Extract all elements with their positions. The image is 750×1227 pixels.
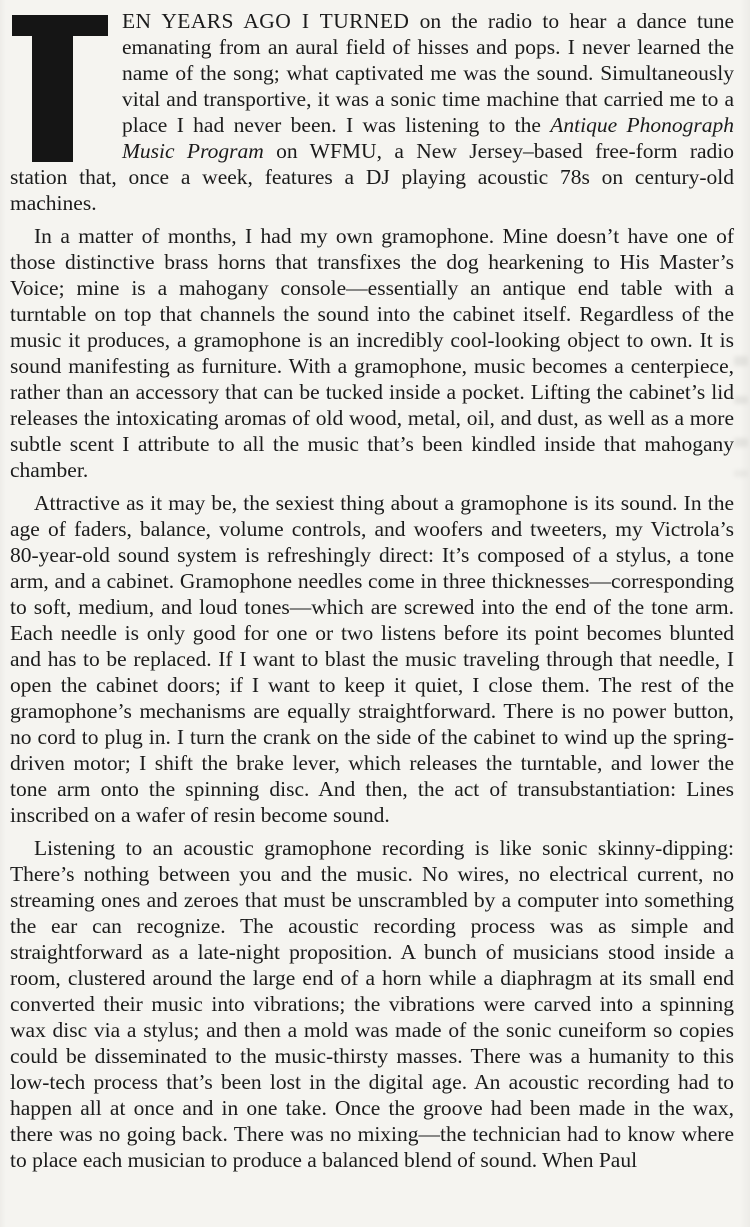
paragraph (10, 490, 734, 828)
text-segment: In a matter of months, I had my own gramophone. Mine doesn’t have one of those distinctive brass horns that transfixes the dog hearkening to His Master’s Voice; mine is a mahogany console—essentially an antique end table with a turntable on top that channels the sound into the cabinet itself. Regardless of the music it produces, a gramophone is an incredibly cool-looking object to own. It is sound manifesting as furniture. With a gramophone, music becomes a centerpiece, rather than an accessory that can be tucked inside a pocket. Lifting the cabinet’s lid releases the intoxicating aromas of old wood, metal, oil, and dust, as well as a more subtle scent I attribute to all the music that’s been kindled inside that mahogany chamber. (10, 224, 734, 482)
scan-artifact (734, 438, 748, 447)
drop-cap-letter-t-glyph (10, 10, 110, 162)
paragraph (10, 8, 734, 216)
article-body (10, 8, 734, 1173)
text-segment: EN YEARS AGO I TURNED (122, 9, 410, 33)
paragraph (10, 835, 734, 1173)
scan-artifact (734, 396, 748, 404)
text-segment: Antique Phonograph Music Program (122, 113, 734, 163)
text-segment: Attractive as it may be, the sexiest thing about a gramophone is its sound. In the age of faders, balance, volume controls, and woofers and tweeters, my Victrola’s 80-year-old sound system is refreshingly direct: It’s composed of a stylus, a tone arm, and a cabinet. Gramophone needles come in three thicknesses—corresponding to soft, medium, and loud tones—which are screwed into the end of the tone arm. Each needle is only good for one or two listens before its point becomes blunted and has to be replaced. If I want to blast the music traveling through that needle, I open the cabinet doors; if I want to keep it quiet, I close them. The rest of the gramophone’s mechanisms are equally straightforward. There is no power button, no cord to plug in. I turn the crank on the side of the cabinet to wind up the spring-driven motor; I shift the brake lever, which releases the turntable, and lower the tone arm onto the spinning disc. And then, the act of transubstantiation: Lines inscribed on a wafer of resin become sound. (10, 491, 734, 827)
paragraph (10, 223, 734, 483)
scan-artifact (734, 356, 748, 366)
scan-artifact (734, 470, 748, 477)
text-segment: Listening to an acoustic gramophone recording is like sonic skinny-dipping: There’s nothing between you and the music. No wires, no electrical current, no streaming ones and zeroes that must be unscrambled by a computer into something the ear can recognize. The acoustic recording process was as simple and straightforward as a late-night proposition. A bunch of musicians stood inside a room, clustered around the large end of a horn while a diaphragm at its small end converted their music into vibrations; the vibrations were carved into a spinning wax disc via a stylus; and then a mold was made of the sonic cuneiform so copies could be disseminated to the music-thirsty masses. There was a humanity to this low-tech process that’s been lost in the digital age. An acoustic recording had to happen all at once and in one take. Once the groove had been made in the wax, there was no going back. There was no mixing—the technician had to know where to place each musician to produce a balanced blend of sound. When Paul (10, 836, 734, 1172)
drop-cap (10, 10, 110, 162)
text-segment: on the radio to hear a dance tune emanating from an aural field of hisses and pops. I never learned the name of the song; what captivated me was the sound. Simultaneously vital and transportive, it was a sonic time machine that carried me to a place I had never been. I was listening to the (122, 9, 734, 137)
text-segment: on WFMU, a New Jersey–based free-form radio station that, once a week, features a DJ playing acoustic 78s on century-old machines. (10, 139, 734, 215)
